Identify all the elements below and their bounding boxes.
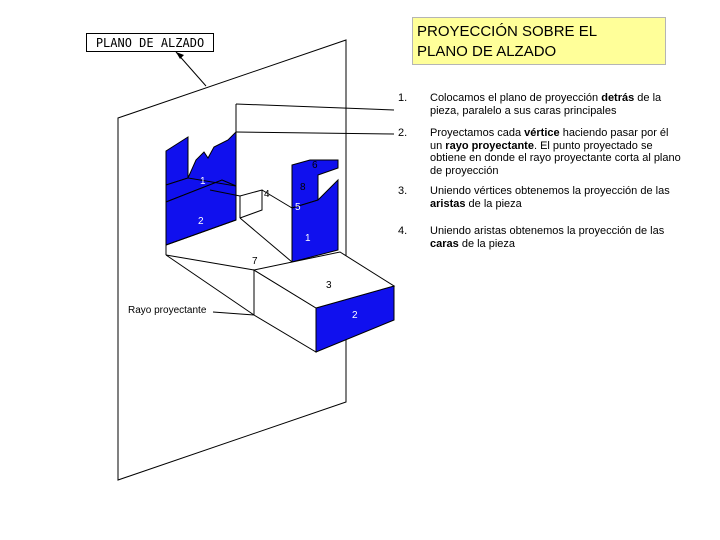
title-box bbox=[412, 17, 666, 65]
step-number: 3. bbox=[398, 185, 408, 197]
vertex-label: 5 bbox=[295, 202, 301, 213]
step-text: de la pieza bbox=[458, 237, 516, 250]
step-keyword: rayo proyectante bbox=[445, 139, 534, 152]
leader-arrowhead bbox=[176, 52, 184, 59]
step-text: Proyectamos cada bbox=[430, 127, 525, 139]
vertex-label: 2 bbox=[198, 216, 204, 227]
step-text: Colocamos el plano de proyección bbox=[430, 92, 602, 104]
step-keyword: vértice bbox=[524, 127, 560, 139]
step-item bbox=[398, 185, 682, 210]
vertex-label: 3 bbox=[326, 280, 332, 291]
step-text: Uniendo aristas obtenemos la proyección de las bbox=[430, 225, 665, 237]
step-text: . El punto proyectado se obtiene en donde el rayo proyectante corta al plano de proyección bbox=[430, 139, 681, 177]
step-number: 4. bbox=[398, 225, 408, 237]
steps-list bbox=[398, 92, 682, 250]
step-item bbox=[398, 127, 682, 177]
step-number: 1. bbox=[398, 92, 408, 104]
vertex-label: 8 bbox=[300, 182, 306, 193]
step-text: de la pieza, paralelo a sus caras principales bbox=[430, 92, 662, 117]
vertex-label: 6 bbox=[312, 160, 318, 171]
vertex-label: 1 bbox=[305, 233, 311, 244]
ray-label: Rayo proyectante bbox=[128, 305, 207, 316]
step-item bbox=[398, 92, 682, 117]
step-keyword: aristas bbox=[430, 197, 466, 210]
step-keyword: detrás bbox=[601, 92, 635, 104]
vertex-label: 4 bbox=[264, 189, 270, 200]
vertex-label: 2 bbox=[352, 310, 358, 321]
title-line-2: PLANO DE ALZADO bbox=[417, 43, 557, 60]
plane-label: PLANO DE ALZADO bbox=[86, 33, 214, 52]
title-line-1: PROYECCIÓN SOBRE EL bbox=[417, 23, 598, 40]
step-text: de la pieza bbox=[465, 197, 522, 210]
step-keyword: caras bbox=[430, 237, 459, 250]
step-number: 2. bbox=[398, 127, 408, 139]
vertex-label: 1 bbox=[200, 176, 206, 187]
step-text: haciendo pasar por él un bbox=[430, 127, 669, 152]
vertex-label: 7 bbox=[252, 256, 258, 267]
step-text: Uniendo vértices obtenemos la proyección de las bbox=[430, 185, 670, 197]
step-item bbox=[398, 225, 682, 250]
